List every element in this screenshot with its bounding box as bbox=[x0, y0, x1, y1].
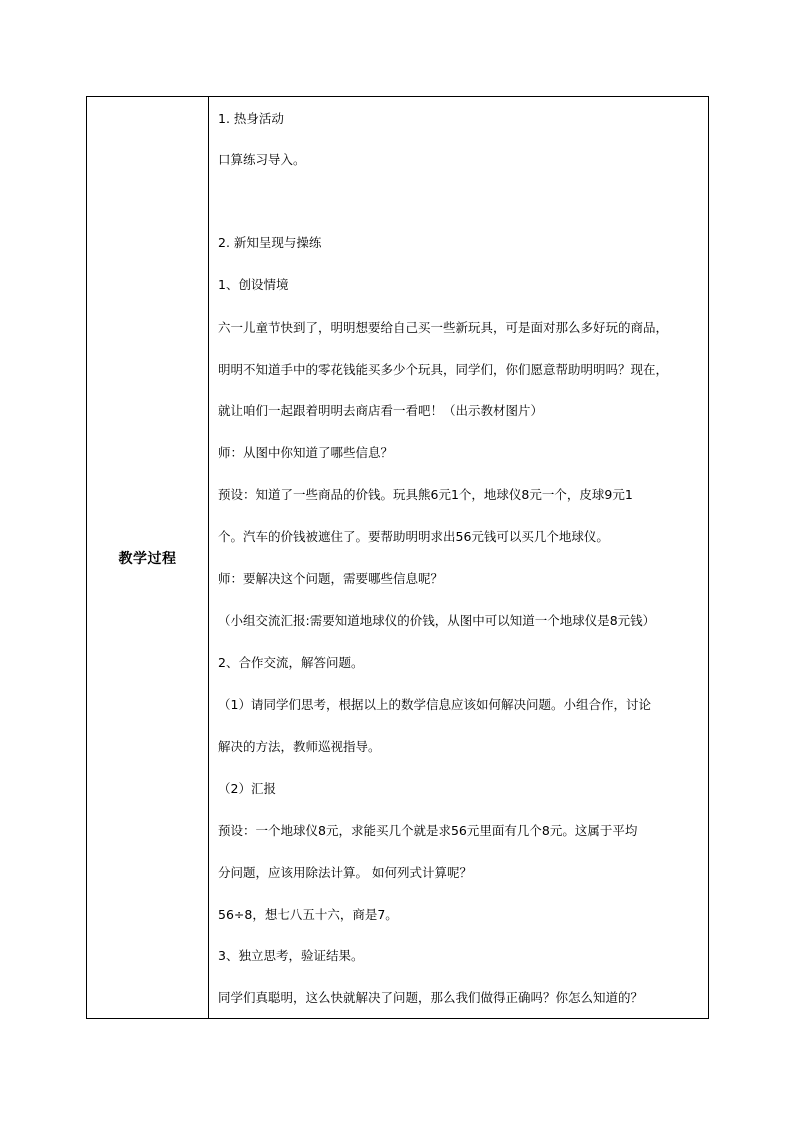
content-line: （2）汇报 bbox=[218, 781, 276, 796]
content-line: 口算练习导入。 bbox=[218, 152, 306, 167]
content-line: 就让咱们一起跟着明明去商店看一看吧！（出示教材图片） bbox=[218, 403, 544, 418]
content-line: 2、合作交流，解答问题。 bbox=[218, 655, 364, 670]
content-line: 同学们真聪明，这么快就解决了问题，那么我们做得正确吗？你怎么知道的？ bbox=[218, 990, 644, 1005]
content-line: 1、创设情境 bbox=[218, 277, 289, 292]
table-row bbox=[87, 97, 709, 1019]
section-label: 教学过程 bbox=[118, 550, 177, 567]
content-line: 师：从图中你知道了哪些信息？ bbox=[218, 445, 394, 460]
content-line: 师：要解决这个问题，需要哪些信息呢？ bbox=[218, 571, 444, 586]
content-line: 预设：知道了一些商品的价钱。玩具熊6元1个，地球仪8元一个，皮球9元1 bbox=[218, 487, 633, 502]
content-line: 56÷8，想七八五十六，商是7。 bbox=[218, 907, 398, 922]
content-line: （1）请同学们思考，根据以上的数学信息应该如何解决问题。小组合作，讨论 bbox=[218, 697, 651, 712]
content-line: 明明不知道手中的零花钱能买多少个玩具，同学们，你们愿意帮助明明吗？现在， bbox=[218, 362, 669, 377]
content-line: （小组交流汇报:需要知道地球仪的价钱，从图中可以知道一个地球仪是8元钱） bbox=[218, 613, 656, 628]
content-line: 六一儿童节快到了，明明想要给自己买一些新玩具，可是面对那么多好玩的商品， bbox=[218, 320, 669, 335]
content-line: 个。汽车的价钱被遮住了。要帮助明明求出56元钱可以买几个地球仪。 bbox=[218, 529, 609, 544]
content-line: 2. 新知呈现与操练 bbox=[218, 235, 322, 250]
content-line: 解决的方法，教师巡视指导。 bbox=[218, 739, 381, 754]
section-content-cell bbox=[209, 97, 709, 1019]
section-label-cell bbox=[87, 97, 209, 1019]
content-line: 预设：一个地球仪8元，求能买几个就是求56元里面有几个8元。这属于平均 bbox=[218, 823, 638, 838]
content-line: 分问题，应该用除法计算。 如何列式计算呢？ bbox=[218, 865, 472, 880]
content-line: 1. 热身活动 bbox=[218, 111, 284, 126]
content-line: 3、独立思考，验证结果。 bbox=[218, 948, 364, 963]
lesson-plan-table bbox=[86, 96, 709, 1019]
